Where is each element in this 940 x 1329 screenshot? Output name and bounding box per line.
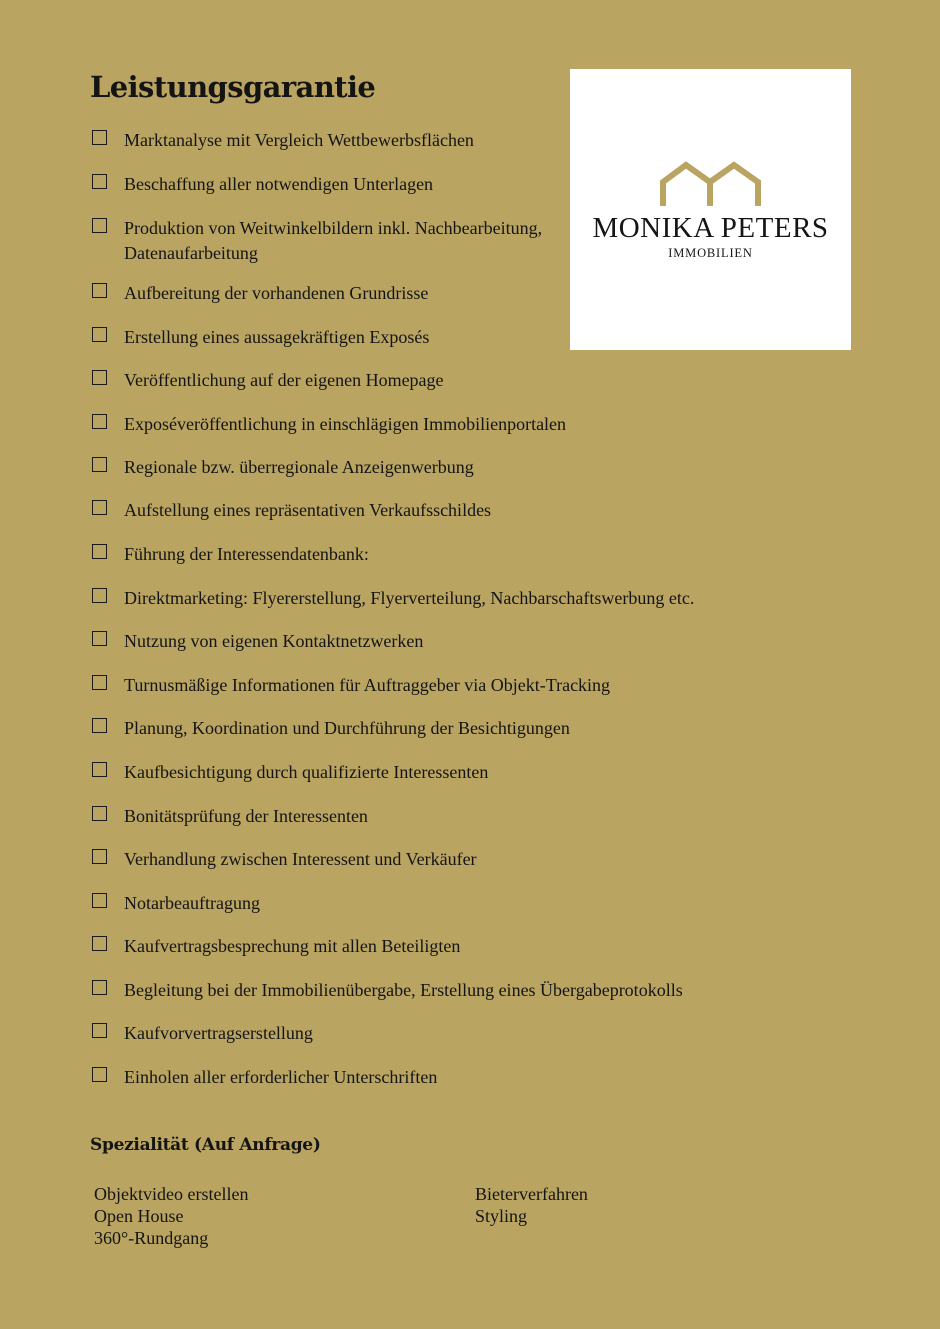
- checkbox[interactable]: [92, 283, 107, 298]
- speciality-item: Open House: [94, 1206, 184, 1226]
- checkbox[interactable]: [92, 130, 107, 145]
- checklist-item-label: Veröffentlichung auf der eigenen Homepage: [124, 370, 444, 390]
- checklist-item-label: Exposéveröffentlichung in einschlägigen Immobilienportalen: [124, 414, 567, 434]
- checkbox[interactable]: [92, 174, 107, 189]
- checkbox[interactable]: [92, 1023, 107, 1038]
- checklist-item-label: Nutzung von eigenen Kontaktnetzwerken: [124, 631, 424, 651]
- checklist-item-label: Aufstellung eines repräsentativen Verkaufsschildes: [124, 500, 492, 520]
- checkbox[interactable]: [92, 370, 107, 385]
- checkbox[interactable]: [92, 762, 107, 777]
- checklist-item-label: Begleitung bei der Immobilienübergabe, Erstellung eines Übergabeprotokolls: [124, 980, 683, 1000]
- checklist-item-label: Beschaffung aller notwendigen Unterlagen: [124, 174, 434, 194]
- speciality-item: Bieterverfahren: [475, 1184, 588, 1204]
- checkbox[interactable]: [92, 849, 107, 864]
- checkbox[interactable]: [92, 457, 107, 472]
- checkbox[interactable]: [92, 806, 107, 821]
- logo-company-name: MONIKA PETERS: [592, 212, 829, 244]
- checklist-item-label: Verhandlung zwischen Interessent und Verkäufer: [124, 849, 477, 869]
- checkbox[interactable]: [92, 936, 107, 951]
- speciality-item: 360°-Rundgang: [94, 1228, 209, 1248]
- speciality-list-right: [475, 1183, 588, 1227]
- checklist-item-label: Kaufvertragsbesprechung mit allen Beteiligten: [124, 936, 461, 956]
- checkbox[interactable]: [92, 500, 107, 515]
- speciality-item: Objektvideo erstellen: [94, 1184, 249, 1204]
- checkbox[interactable]: [92, 1067, 107, 1082]
- checklist-item-label: Kaufbesichtigung durch qualifizierte Interessenten: [124, 762, 489, 782]
- checklist-item-label: Planung, Koordination und Durchführung der Besichtigungen: [124, 718, 570, 738]
- checklist-item-label: Turnusmäßige Informationen für Auftraggeber via Objekt-Tracking: [124, 675, 611, 695]
- checklist-item-label: Marktanalyse mit Vergleich Wettbewerbsflächen: [124, 130, 474, 150]
- checkbox[interactable]: [92, 218, 107, 233]
- checklist-item-label: Direktmarketing: Flyererstellung, Flyerverteilung, Nachbarschaftswerbung etc.: [124, 588, 695, 608]
- checklist-item-label: Regionale bzw. überregionale Anzeigenwerbung: [124, 457, 474, 477]
- checkbox[interactable]: [92, 414, 107, 429]
- checkbox[interactable]: [92, 327, 107, 342]
- checklist-item-label: Führung der Interessendatenbank:: [124, 544, 369, 564]
- checkbox[interactable]: [92, 544, 107, 559]
- checklist-item-label: Einholen aller erforderlicher Unterschriften: [124, 1067, 438, 1087]
- checklist-item-label: Produktion von Weitwinkelbildern inkl. Nachbearbeitung, Datenaufarbeitung: [124, 218, 543, 263]
- checkbox[interactable]: [92, 718, 107, 733]
- speciality-list-left: [94, 1183, 248, 1249]
- checkbox[interactable]: [92, 588, 107, 603]
- speciality-item: Styling: [475, 1206, 528, 1226]
- checkbox[interactable]: [92, 675, 107, 690]
- speciality-heading: Spezialität (Auf Anfrage): [90, 1135, 321, 1155]
- checkbox[interactable]: [92, 980, 107, 995]
- checklist-item-label: Aufbereitung der vorhandenen Grundrisse: [124, 283, 429, 303]
- checklist-item-label: Kaufvorvertragserstellung: [124, 1023, 313, 1043]
- checklist-item-label: Bonitätsprüfung der Interessenten: [124, 806, 368, 826]
- checklist-item-label: Erstellung eines aussagekräftigen Exposés: [124, 327, 430, 347]
- checkbox[interactable]: [92, 631, 107, 646]
- logo-company-subtitle: IMMOBILIEN: [668, 246, 753, 260]
- page-title: Leistungsgarantie: [90, 70, 376, 104]
- checkbox[interactable]: [92, 893, 107, 908]
- checklist-item-label: Notarbeauftragung: [124, 893, 260, 913]
